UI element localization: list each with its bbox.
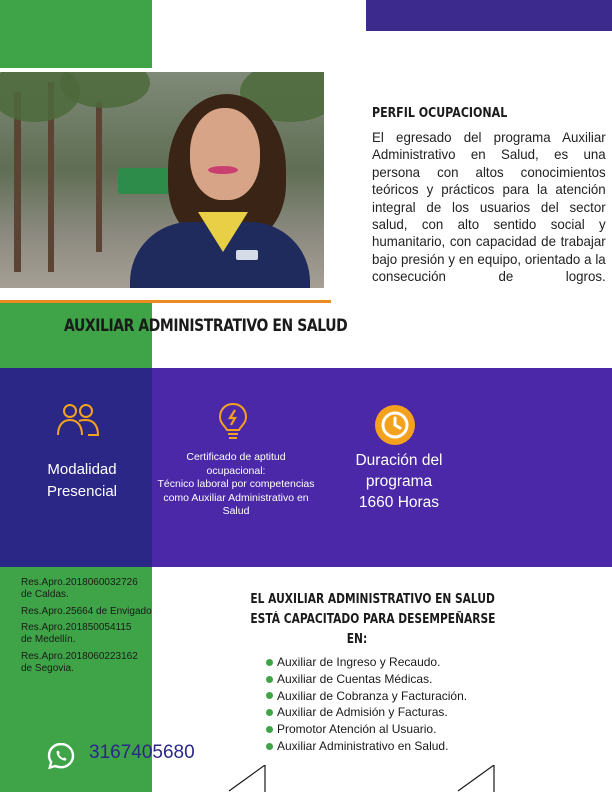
perfil-description: El egresado del programa Auxiliar Administrativo en Salud, es una persona con altos conocimientos teóricos y prácticos para la atención integral de los usuarios del sector salud, con alto sentido social y humanitario, con capacidad de trabajar bajo presión y en equipo, orientado a la consecución de logros.	[372, 129, 606, 285]
clock-icon	[375, 405, 415, 445]
resolucion-item: de Medellín.	[21, 634, 76, 646]
list-item	[266, 671, 467, 688]
certificado-line: Salud	[222, 505, 250, 517]
certificado-line: Certificado de aptitud	[186, 451, 286, 463]
resolucion-item: Res.Apro.2018060032726	[21, 577, 138, 588]
bullet-icon	[266, 743, 273, 750]
skill-label: Promotor Atención al Usuario.	[277, 722, 437, 737]
bullet-icon	[266, 676, 273, 683]
skill-label: Auxiliar de Ingreso y Recaudo.	[277, 655, 441, 669]
skill-label: Auxiliar de Cobranza y Facturación.	[277, 688, 468, 703]
certificado-text	[150, 451, 322, 519]
program-title: AUXILIAR ADMINISTRATIVO EN SALUD	[64, 316, 348, 336]
certificado-line: Técnico laboral por competencias	[157, 478, 315, 490]
resolucion-item: Res.Apro.25664 de Envigado	[21, 605, 152, 617]
lightbulb-icon	[218, 402, 248, 442]
bullet-icon	[266, 709, 273, 716]
modalidad-text	[20, 459, 144, 503]
bullet-icon	[266, 659, 273, 666]
resolucion-item: de Segovia.	[21, 662, 74, 674]
corner-decoration	[227, 765, 267, 792]
resolucion-item: Res.Apro.201850054115	[21, 622, 132, 634]
list-item	[266, 738, 467, 755]
duracion-line: 1660 Horas	[358, 494, 440, 511]
student-photo	[0, 72, 324, 288]
certificado-line: ocupacional:	[206, 464, 266, 477]
green-corner-block	[0, 0, 152, 68]
resolucion-item: de Caldas.	[21, 588, 69, 600]
duracion-line: programa	[365, 473, 433, 490]
certificado-line: como Auxiliar Administrativo en	[163, 491, 309, 504]
people-icon	[55, 402, 101, 438]
list-item	[266, 704, 467, 721]
bullet-icon	[266, 692, 273, 699]
bullet-icon	[266, 726, 273, 733]
corner-decoration	[456, 765, 496, 792]
resoluciones-list	[21, 577, 161, 675]
phone-number[interactable]: 3167405680	[89, 742, 195, 763]
list-item	[266, 688, 467, 705]
capacitado-heading	[227, 590, 496, 650]
purple-corner-block	[366, 0, 612, 31]
list-item	[266, 721, 467, 738]
skill-label: Auxiliar de Admisión y Facturas.	[277, 705, 448, 720]
skill-label: Auxiliar de Cuentas Médicas.	[277, 671, 433, 686]
whatsapp-icon[interactable]	[40, 735, 82, 777]
duracion-text	[336, 450, 462, 513]
skills-list	[266, 654, 467, 755]
capacitado-line: EN:	[346, 632, 368, 647]
skill-label: Auxiliar Administrativo en Salud.	[277, 738, 449, 753]
modalidad-line: Modalidad	[47, 461, 117, 478]
list-item	[266, 654, 467, 671]
duracion-line: Duración del	[355, 452, 443, 469]
perfil-title: PERFIL OCUPACIONAL	[372, 106, 508, 121]
modalidad-line: Presencial	[46, 483, 118, 500]
capacitado-line: EL AUXILIAR ADMINISTRATIVO EN SALUD	[250, 592, 495, 607]
capacitado-line: ESTÁ CAPACITADO PARA DESEMPEÑARSE	[250, 612, 496, 627]
resolucion-item: Res.Apro.2018060223162	[21, 650, 138, 662]
